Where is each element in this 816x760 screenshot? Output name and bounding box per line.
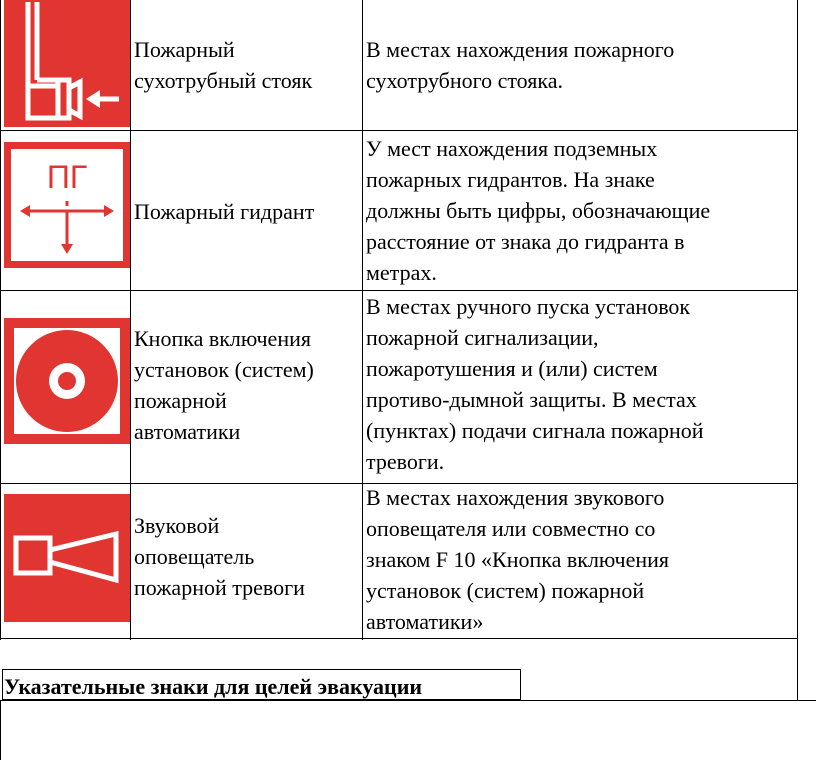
table-border-right (797, 0, 798, 700)
row-4-sign-name: Звуковой оповещатель пожарной тревоги (134, 513, 305, 600)
row-4-description: В местах нахождения звукового оповещателя или совместно со знаком F 10 «Кнопка включения установок (систем) пожарной автоматики» (366, 485, 670, 634)
lower-border-left (0, 700, 1, 760)
dry-standpipe-sign-icon (4, 0, 130, 127)
row-3-description: В местах ручного пуска установок пожарной сигнализации, пожаротушения и (или) систем противо-дымной защиты. В местах (пунктах) подачи сигнала пожарной тревоги. (366, 294, 704, 474)
section-title: Указательные знаки для целей эвакуации (4, 674, 423, 699)
row-divider-1 (0, 130, 798, 131)
row-1-sign-name: Пожарный сухотрубный стояк (134, 37, 313, 93)
alarm-button-sign-icon (4, 318, 130, 444)
hydrant-sign-label: ПГ (46, 159, 88, 195)
row-3-sign-name: Кнопка включения установок (систем) пожарной автоматики (134, 326, 314, 444)
column-divider-1 (130, 0, 131, 640)
row-divider-4 (0, 638, 798, 639)
sound-alarm-sign-icon (4, 494, 130, 622)
row-2-description: У мест нахождения подземных пожарных гидрантов. На знаке должны быть цифры, обозначающие расстояние от знака до гидранта в метрах. (366, 136, 711, 285)
column-divider-2 (362, 0, 363, 640)
row-2-sign-name: Пожарный гидрант (134, 199, 315, 224)
table-border-left (0, 0, 1, 640)
fire-hydrant-sign-icon (4, 142, 130, 268)
row-1-description: В местах нахождения пожарного сухотрубного стояка. (366, 37, 675, 93)
